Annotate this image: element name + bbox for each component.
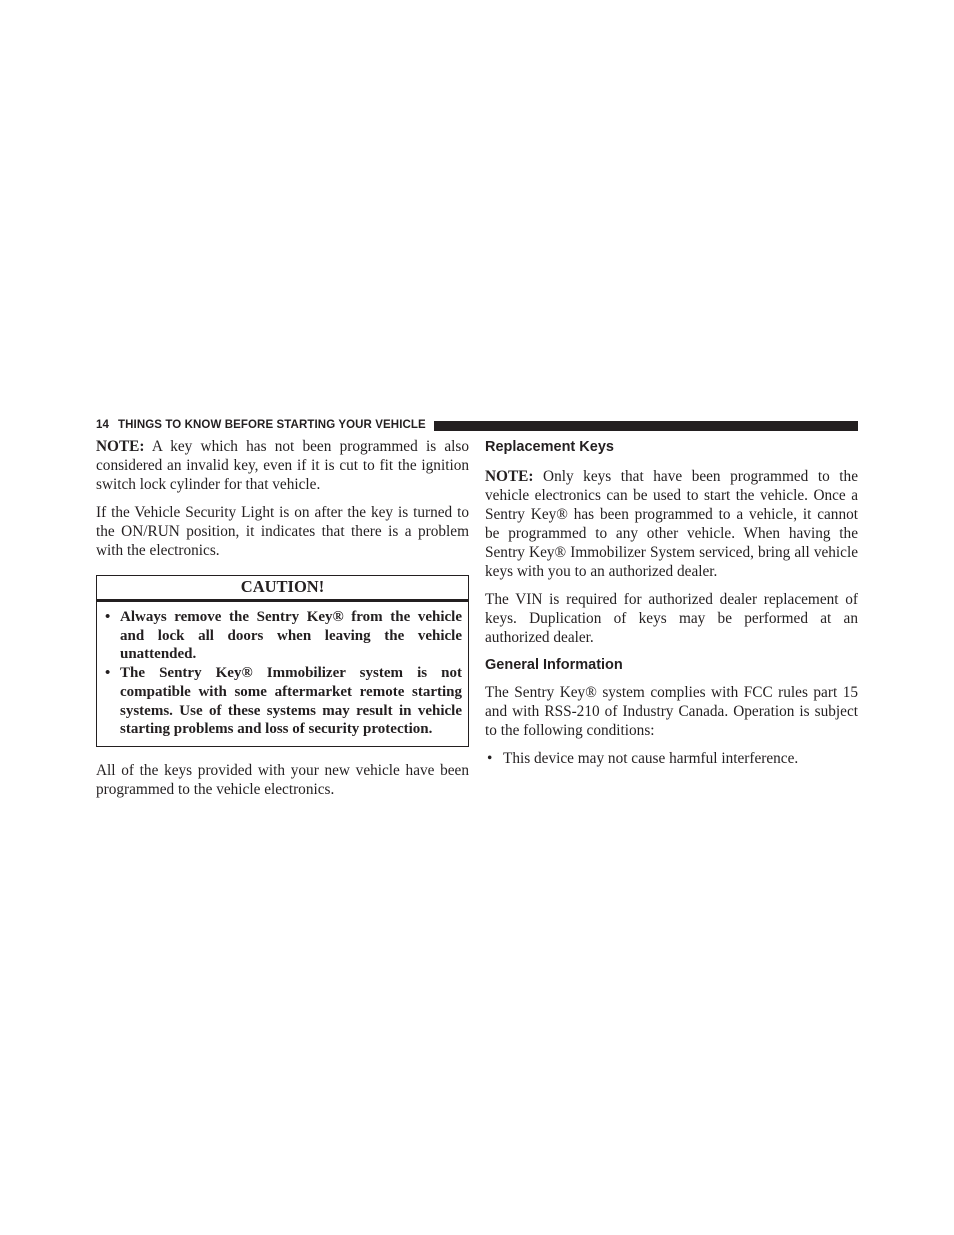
note-text: A key which has not been programmed is also considered an invalid key, even if it is cut to fit the ignition switch lock cylinder for that vehicle. (96, 438, 469, 493)
caution-item-text: The Sentry Key® Immobilizer system is not compatible with some aftermarket remote starting systems. Use of these systems may result in vehicle starting problems and loss of security protection. (120, 665, 462, 738)
bullet-icon: • (105, 609, 111, 625)
paragraph-fcc: The Sentry Key® system complies with FCC rules part 15 and with RSS-210 of Industry Canada. Operation is subject to the following conditions: (485, 684, 858, 739)
note-label: NOTE: (485, 468, 534, 485)
right-column (485, 437, 858, 768)
note-invalid-key (96, 437, 469, 494)
caution-list (97, 602, 468, 746)
page-number: 14 (96, 419, 109, 431)
note-replacement-keys (485, 467, 858, 581)
paragraph-security-light: If the Vehicle Security Light is on after the key is turned to the ON/RUN position, it indicates that there is a problem with the electronics. (96, 504, 469, 559)
note-label: NOTE: (96, 438, 145, 455)
running-header (96, 417, 426, 433)
bullet-icon: • (487, 750, 493, 767)
caution-item (103, 608, 462, 664)
page-header (96, 417, 858, 433)
left-column (96, 437, 469, 808)
caution-item-text: Always remove the Sentry Key® from the vehicle and lock all doors when leaving the vehicle unattended. (120, 609, 462, 663)
caution-title: CAUTION! (97, 576, 468, 602)
caution-box (96, 575, 469, 747)
section-title: THINGS TO KNOW BEFORE STARTING YOUR VEHICLE (118, 419, 426, 431)
paragraph-vin: The VIN is required for authorized dealer replacement of keys. Duplication of keys may be performed at an authorized dealer. (485, 591, 858, 646)
conditions-list (485, 749, 858, 768)
list-item-text: This device may not cause harmful interference. (503, 750, 799, 767)
list-item (485, 749, 858, 768)
heading-replacement-keys: Replacement Keys (485, 439, 614, 455)
note-text: Only keys that have been programmed to the vehicle electronics can be used to start the vehicle. Once a Sentry Key® has been programmed to a vehicle, it cannot be programmed to any other vehicle. When having the Sentry Key® Immobilizer System serviced, bring all vehicle keys with you to an authorized dealer. (485, 468, 858, 580)
bullet-icon: • (105, 665, 111, 682)
paragraph-keys-programmed: All of the keys provided with your new vehicle have been programmed to the vehicle electronics. (96, 761, 469, 798)
heading-general-information: General Information (485, 657, 623, 673)
header-rule-bar (434, 421, 858, 431)
caution-item (103, 664, 462, 739)
